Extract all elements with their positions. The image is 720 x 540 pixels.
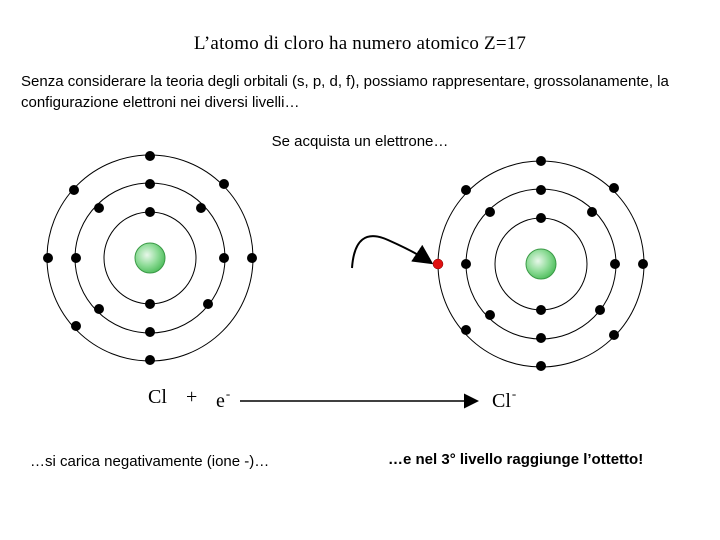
electron (536, 305, 546, 315)
electron (145, 327, 155, 337)
electron (461, 259, 471, 269)
electron (145, 179, 155, 189)
caption-electron-gain: Se acquista un elettrone… (271, 133, 449, 150)
caption-negative-ion: …si carica negativamente (ione -)… (30, 453, 270, 470)
electron (536, 185, 546, 195)
electron (485, 207, 495, 217)
page-title: L’atomo di cloro ha numero atomico Z=17 (193, 33, 527, 54)
plus-sign: + (186, 386, 198, 408)
electron (485, 310, 495, 320)
electron (536, 213, 546, 223)
added-electron (433, 259, 443, 269)
electron (43, 253, 53, 263)
electron (536, 156, 546, 166)
electron (71, 321, 81, 331)
electron (145, 299, 155, 309)
electron (638, 259, 648, 269)
chlorine-atom (43, 151, 257, 365)
electron (461, 325, 471, 335)
electron (71, 253, 81, 263)
caption-octet: …e nel 3° livello raggiunge l’ottetto! (388, 451, 644, 468)
electron (536, 333, 546, 343)
electron (609, 330, 619, 340)
nucleus (526, 249, 556, 279)
electron (69, 185, 79, 195)
electron (610, 259, 620, 269)
electron (595, 305, 605, 315)
electron-symbol: e- (216, 386, 231, 412)
intro-text: Senza considerare la teoria degli orbitali (s, p, d, f), possiamo rappresentare, grossolanamente, la configurazione elettroni nei diversi livelli… (21, 73, 669, 111)
electron (145, 151, 155, 161)
electron (145, 355, 155, 365)
electron (609, 183, 619, 193)
electron (219, 179, 229, 189)
chloride-ion (433, 156, 648, 371)
electron (587, 207, 597, 217)
nucleus (135, 243, 165, 273)
electron (145, 207, 155, 217)
electron (94, 203, 104, 213)
chloride-ion-symbol: Cl- (492, 386, 517, 412)
electron (196, 203, 206, 213)
electron (94, 304, 104, 314)
electron (219, 253, 229, 263)
electron (536, 361, 546, 371)
electron (247, 253, 257, 263)
chlorine-symbol: Cl (148, 386, 167, 408)
incoming-electron-arrow (352, 236, 430, 268)
electron (203, 299, 213, 309)
electron (461, 185, 471, 195)
